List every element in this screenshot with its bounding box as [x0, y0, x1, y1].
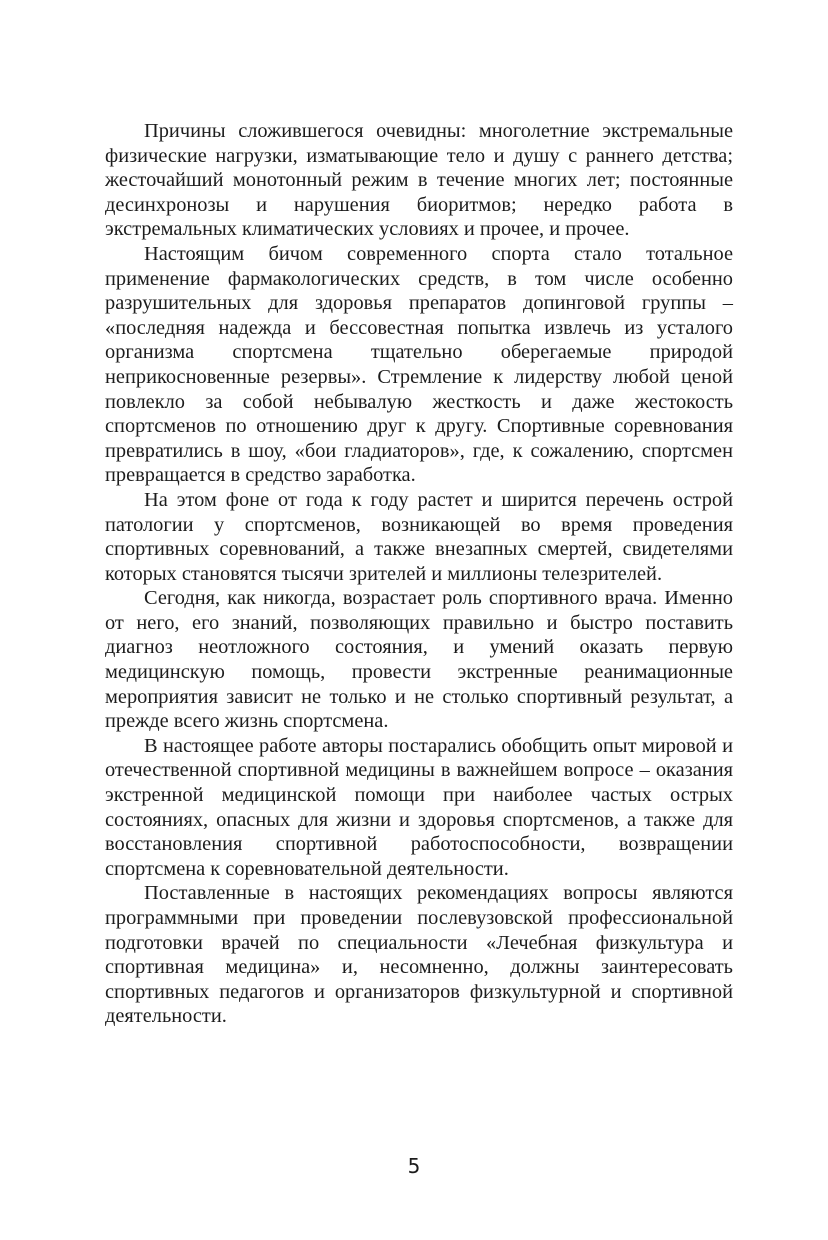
paragraph-doctor-role: Сегодня, как никогда, возрастает роль спортивного врача. Именно от него, его знаний, позволяющих правильно и быстро поставить диагноз неотложного состояния, и умений оказать первую медицинскую помощь, провести экстренные реанимационные мероприятия зависит не только и не столько спортивный результат, а прежде всего жизнь спортсмена.	[105, 587, 733, 733]
body-text	[105, 119, 733, 1029]
paragraph-pathology: На этом фоне от года к году растет и ширится перечень острой патологии у спортсменов, возникающей во время проведения спортивных соревнований, а также внезапных смертей, свидетелями которых становятся тысячи зрителей и миллионы телезрителей.	[105, 488, 733, 585]
page-number: 5	[407, 1154, 421, 1178]
paragraph-authors: В настоящее работе авторы постарались обобщить опыт мировой и отечественной спортивной медицины в важнейшем вопросе – оказания экстренной медицинской помощи при наиболее частых острых состояниях, опасных для жизни и здоровья спортсменов, а также для восстановления спортивной работоспособности, возвращении спортсмена к соревновательной деятельности.	[105, 734, 733, 880]
paragraph-recommendations: Поставленные в настоящих рекомендациях вопросы являются программными при проведении послевузовской профессиональной подготовки врачей по специальности «Лечебная физкультура и спортивная медицина» и, несомненно, должны заинтересовать спортивных педагогов и организаторов физкультурной и спортивной деятельности.	[105, 882, 733, 1028]
paragraph-pharmacology: Настоящим бичом современного спорта стало тотальное применение фармакологических средств, в том числе особенно разрушительных для здоровья препаратов допинговой группы – «последняя надежда и бессовестная попытка извлечь из усталого организма спортсмена тщательно оберегаемые природой неприкосновенные резервы». Стремление к лидерству любой ценой повлекло за собой небывалую жесткость и даже жестокость спортсменов по отношению друг к другу. Спортивные соревнования превратились в шоу, «бои гладиаторов», где, к сожалению, спортсмен превращается в средство заработка.	[105, 242, 733, 487]
paragraph-causes: Причины сложившегося очевидны: многолетние экстремальные физические нагрузки, изматывающие тело и душу с раннего детства; жесточайший монотонный режим в течение многих лет; постоянные десинхронозы и нарушения биоритмов; нередко работа в экстремальных климатических условиях и прочее, и прочее.	[105, 120, 733, 241]
